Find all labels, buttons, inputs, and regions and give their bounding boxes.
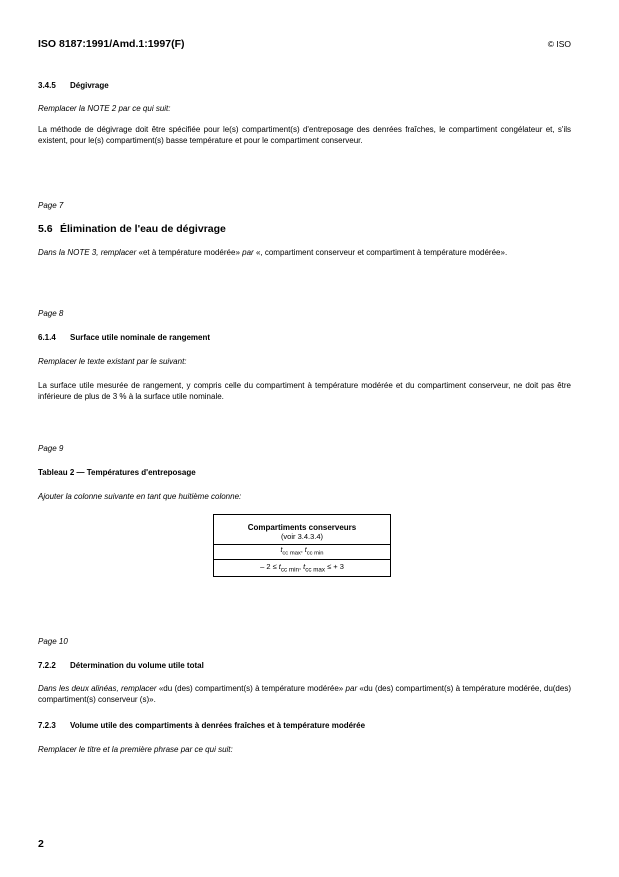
document-id: ISO 8187:1991/Amd.1:1997(F) bbox=[38, 38, 185, 50]
page-9-reference: Page 9 bbox=[38, 444, 64, 453]
page-8-reference: Page 8 bbox=[38, 309, 64, 318]
section-title: Détermination du volume utile total bbox=[70, 661, 204, 670]
section-3-4-5-paragraph: La méthode de dégivrage doit être spécifiée pour le(s) compartiment(s) d'entreposage des denrées fraîches, le compartiment congélateur et, s'ils existent, pour le(s) compartiment(s) basse température et pour le compartiment conserveur. bbox=[38, 125, 571, 145]
section-title: Élimination de l'eau de dégivrage bbox=[60, 223, 226, 235]
section-7-2-3-heading bbox=[38, 721, 365, 730]
section-7-2-2-heading bbox=[38, 661, 204, 670]
section-5-6-paragraph: Dans la NOTE 3, remplacer «et à température modérée» par «, compartiment conserveur et compartiment à température modérée». bbox=[38, 248, 508, 257]
section-6-1-4-instruction: Remplacer le texte existant par le suivant: bbox=[38, 357, 187, 366]
section-number: 6.1.4 bbox=[38, 333, 56, 342]
section-title: Dégivrage bbox=[70, 81, 109, 90]
table-symbols-cell: $t_{cc max}$, $t_{cc min}$ bbox=[214, 545, 391, 560]
page-10-reference: Page 10 bbox=[38, 637, 68, 646]
section-number: 7.2.2 bbox=[38, 661, 56, 670]
table-header-title: Compartiments conserveurs bbox=[247, 522, 357, 532]
section-7-2-2-paragraph: Dans les deux alinéas, remplacer «du (des) compartiment(s) à température modérée» par «du (des) compartiment(s) à température modérée, du(des) compartiment(s) conserveur (s)». bbox=[38, 684, 571, 704]
table-range-cell: – $2 \le t_{cc min}$, $t_{cc max}$ ≤ + 3 bbox=[214, 560, 391, 577]
page-7-reference: Page 7 bbox=[38, 201, 64, 210]
section-3-4-5-heading bbox=[38, 81, 109, 90]
storage-temperature-column-table bbox=[213, 514, 391, 577]
copyright-notice: © ISO bbox=[547, 39, 571, 49]
section-number: 3.4.5 bbox=[38, 81, 56, 90]
section-title: Surface utile nominale de rangement bbox=[70, 333, 211, 342]
section-6-1-4-heading bbox=[38, 333, 210, 342]
table-header-reference: (voir 3.4.3.4) bbox=[280, 531, 324, 541]
section-3-4-5-instruction: Remplacer la NOTE 2 par ce qui suit: bbox=[38, 104, 171, 113]
section-title: Volume utile des compartiments à denrées fraîches et à température modérée bbox=[70, 721, 366, 730]
section-number: 7.2.3 bbox=[38, 721, 56, 730]
table-header-cell bbox=[214, 515, 391, 545]
section-number: 5.6 bbox=[38, 223, 53, 235]
page-number: 2 bbox=[38, 838, 44, 850]
section-7-2-3-instruction: Remplacer le titre et la première phrase par ce qui suit: bbox=[38, 745, 233, 754]
section-6-1-4-paragraph: La surface utile mesurée de rangement, y compris celle du compartiment à température modérée et du compartiment conserveur, ne doit pas être inférieure de plus de 3 % à la surface utile nominale. bbox=[38, 381, 571, 401]
section-5-6-heading bbox=[38, 223, 226, 235]
table-2-title: Tableau 2 — Températures d'entreposage bbox=[38, 468, 196, 477]
page-9-instruction: Ajouter la colonne suivante en tant que huitième colonne: bbox=[38, 492, 242, 501]
